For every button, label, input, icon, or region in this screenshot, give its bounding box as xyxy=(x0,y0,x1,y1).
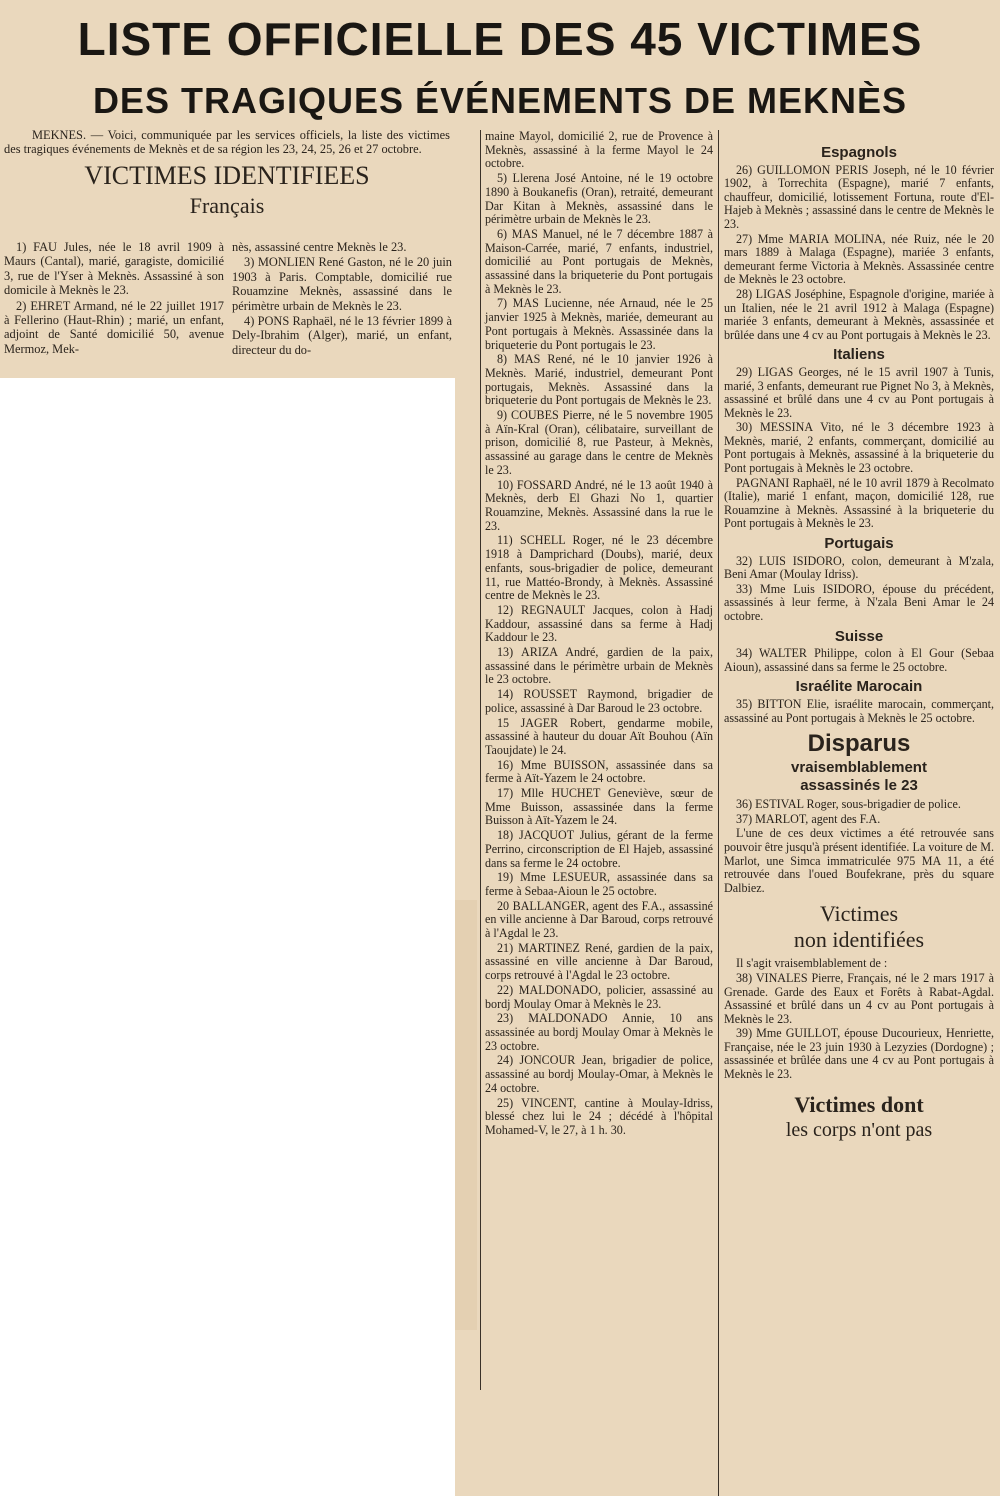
victim-entry: 10) FOSSARD André, né le 13 août 1940 à Meknès, derb El Ghazi No 1, quartier Rouamzine, Meknès. Assassiné dans la rue le 23. xyxy=(485,477,713,533)
clipping-strip xyxy=(455,900,477,1330)
victim-entry: 29) LIGAS Georges, né le 15 avril 1907 à Tunis, marié, 3 enfants, demeurant rue Pignet No 3, à Meknès, assassiné et brûlé dans une 4 cv au Pont portugais à Meknès le 23. xyxy=(724,364,994,420)
victim-entry: 23) MALDONADO Annie, 10 ans assassinée au bordj Moulay Omar à Meknès le 23 octobre. xyxy=(485,1011,713,1053)
victim-entry: 17) Mlle HUCHET Geneviève, sœur de Mme Buisson, assassinée dans la ferme Buisson à Aït-Yazem le 24. xyxy=(485,786,713,828)
victim-entry: 34) WALTER Philippe, colon à El Gour (Sebaa Aioun), assassiné dans sa ferme le 25 octobre. xyxy=(724,646,994,674)
section-portugais: Portugais xyxy=(824,535,894,553)
victim-entry: 28) LIGAS Joséphine, Espagnole d'origine, mariée à un Italien, née le 21 avril 1912 à Malaga (Espagne) mariée 3 enfants, demeurant à Meknès, assassinée et brûlée dans une 4 cv au Pont portugais à Meknès le 23. xyxy=(724,286,994,342)
intro-text: MEKNES. — Voici, communiquée par les services officiels, la liste des victimes des tragiques événements de Meknès et de sa région les 23, 24, 25, 26 et 27 octobre. xyxy=(4,128,450,157)
section-disparus: Disparus xyxy=(807,730,911,758)
victim-entry: 27) Mme MARIA MOLINA, née Ruiz, née le 20 mars 1889 à Malaga (Espagne), mariée 3 enfants, demeurant ferme Victoria à Meknès. Assassinée centre de Meknès le 23 octobre. xyxy=(724,231,994,287)
victim-entry: 3) MONLIEN René Gaston, né le 20 juin 1903 à Paris. Comptable, domicilié rue Rouamzine Meknès, assassiné dans le périmètre urbain de Meknès le 23. xyxy=(232,255,452,313)
section-victimes-dont: Victimes dont xyxy=(794,1091,924,1117)
victim-entry: 36) ESTIVAL Roger, sous-brigadier de police. xyxy=(736,797,961,812)
victim-entry: 26) GUILLOMON PERIS Joseph, né le 10 février 1902, à Torrechita (Espagne), marié 7 enfants, chauffeur, domicilié, lotissement Fortuna, route d'El-Hajeb à Meknès ; assassiné dans le centre de Meknès le 23. xyxy=(724,162,994,231)
section-italiens: Italiens xyxy=(833,346,885,364)
victim-entry: 7) MAS Lucienne, née Arnaud, née le 25 janvier 1925 à Meknès, mariée, demeurant au Pont portugais à Meknès. Assassinée dans la briqueterie du Pont portugais le 23. xyxy=(485,296,713,352)
victim-entry: 22) MALDONADO, policier, assassiné au bordj Moulay Omar à Meknès le 23. xyxy=(485,982,713,1011)
victim-entry: 24) JONCOUR Jean, brigadier de police, assassiné au bordj Moulay-Omar, à Meknès le 24 octobre. xyxy=(485,1053,713,1095)
victim-entry: 38) VINALES Pierre, Français, né le 2 mars 1917 à Grenade. Garde des Eaux et Forêts à Rabat-Agdal. Assassiné et brûlé dans un 4 cv au Pont portugais à Meknès le 23. xyxy=(724,970,994,1026)
victim-entry: 32) LUIS ISIDORO, colon, demeurant à M'zala, Beni Amar (Moulay Idriss). xyxy=(724,553,994,582)
non-ident-intro: Il s'agit vraisemblablement de : xyxy=(736,956,888,971)
victim-entry: PAGNANI Raphaël, né le 10 avril 1879 à Recolmato (Italie), marié 1 enfant, maçon, domicilié 128, rue Rouamzine à Meknès. Assassiné à la briqueterie du Pont portugais à Meknès le 23. xyxy=(724,475,994,531)
victim-entry: 35) BITTON Elie, israélite marocain, commerçant, assassiné au Pont portugais à Meknès le 25 octobre. xyxy=(724,696,994,725)
victim-entry: 21) MARTINEZ René, gardien de la paix, assassiné en ville ancienne à Dar Baroud, corps retrouvé à l'Agdal le 23 octobre. xyxy=(485,940,713,983)
victim-entry: 16) Mme BUISSON, assassinée dans sa ferme à Aït-Yazem le 24 octobre. xyxy=(485,757,713,786)
victim-entry: 11) SCHELL Roger, né le 23 décembre 1918 à Damprichard (Doubs), marié, deux enfants, sous-brigadier de police, demeurant 11, rue Mattéo-Brondy, à Meknès. Assassiné centre de Meknès le 23. xyxy=(485,533,713,603)
left-subcolumn-a xyxy=(4,240,224,357)
victim-entry: 15 JAGER Robert, gendarme mobile, assassiné à hauteur du douar Aït Bouhou (Aïn Taoujdate) le 24. xyxy=(485,715,713,757)
victim-entry: 4) PONS Raphaël, né le 13 février 1899 à Dely-Ibrahim (Alger), marié, un enfant, directeur du do- xyxy=(232,314,452,357)
section-victimes-dont-2: les corps n'ont pas xyxy=(785,1118,933,1141)
victim-entry: 20 BALLANGER, agent des F.A., assassiné en ville ancienne à Dar Baroud, corps retrouvé à l'Agdal le 23. xyxy=(485,898,713,941)
victim-entry: 9) COUBES Pierre, né le 5 novembre 1905 à Aïn-Kral (Oran), célibataire, surveillant de prison, domicilié 8, rue Pasteur, à Meknès, assassiné au garage dans le centre de Meknès le 23. xyxy=(485,408,713,477)
section-espagnols: Espagnols xyxy=(821,144,897,161)
victim-entry: 18) JACQUOT Julius, gérant de la ferme Perrino, circonscription de El Hajeb, assassiné dans sa ferme le 24 octobre. xyxy=(485,828,713,870)
victim-entry: 2) EHRET Armand, né le 22 juillet 1917 à Fellerino (Haut-Rhin) ; marié, un enfant, adjoint de Santé domicilié 50, avenue Mermoz, Mek- xyxy=(4,298,224,356)
victim-entry: 6) MAS Manuel, né le 7 décembre 1887 à Maison-Carrée, marié, 7 enfants, industriel, domicilié au Pont portugais de Meknès, assassiné dans la briqueterie du Pont portugais à Meknès le 23. xyxy=(485,226,713,296)
victim-entry: maine Mayol, domicilié 2, rue de Provence à Meknès, assassiné à la ferme Mayol le 24 octobre. xyxy=(485,129,713,171)
victim-entry: 13) ARIZA André, gardien de la paix, assassiné dans le périmètre urbain de Meknès le 23 octobre. xyxy=(485,645,713,687)
section-suisse: Suisse xyxy=(834,627,884,645)
section-victimes-non-identifiees: Victimes xyxy=(819,901,899,927)
victim-entry: L'une de ces deux victimes a été retrouvée sans pouvoir être jusqu'à présent identifiée. La voiture de M. Marlot, une Simca immatriculée 975 MA 11, a été retrouvée dans l'oued Boufekrane, près du square Dalbiez. xyxy=(724,826,994,895)
victim-entry: 37) MARLOT, agent des F.A. xyxy=(736,811,881,826)
right-column xyxy=(724,146,994,1142)
victim-entry: 33) Mme Luis ISIDORO, épouse du précédent, assassinés à leur ferme, à N'zala Beni Amar le 24 octobre. xyxy=(724,581,994,623)
victim-entry: 12) REGNAULT Jacques, colon à Hadj Kaddour, assassiné dans sa ferme à Hadj Kaddour le 23. xyxy=(485,602,713,645)
left-column xyxy=(4,128,450,225)
disparus-subtitle: vraisemblablement xyxy=(791,759,927,777)
section-victimes-non-identifiees-2: non identifiées xyxy=(793,927,925,953)
victim-entry: 19) Mme LESUEUR, assassinée dans sa ferme à Sebaa-Aioun le 25 octobre. xyxy=(485,870,713,898)
victim-entry: 25) VINCENT, cantine à Moulay-Idriss, blessé chez lui le 24 ; décédé à l'hôpital Mohamed-V, le 27, à 1 h. 30. xyxy=(485,1095,713,1137)
column-rule xyxy=(718,130,719,1496)
middle-column xyxy=(485,130,713,1139)
victim-entry: nès, assassiné centre Meknès le 23. xyxy=(232,240,407,254)
victim-entry: 39) Mme GUILLOT, épouse Ducourieux, Henriette, Française, née le 23 juin 1930 à Lezyzies (Dordogne) ; assassinée et brûlée dans une 4 cv au Pont portugais à Meknès le 23. xyxy=(724,1026,994,1082)
victim-entry: 5) Llerena José Antoine, né le 19 octobre 1890 à Boukanefis (Oran), retraité, demeurant Dar Kitan à Meknès, assassiné dans le périmètre urbain de Meknès le 23. xyxy=(485,171,713,227)
section-israelite-marocain: Israélite Marocain xyxy=(795,678,923,696)
victim-entry: 1) FAU Jules, née le 18 avril 1909 à Maurs (Cantal), marié, garagiste, domicilié 3, rue de l'Yser à Meknès. Assassiné à son domicile à Meknès le 23. xyxy=(4,240,224,298)
disparus-subtitle: assassinés le 23 xyxy=(800,777,918,795)
victim-entry: 30) MESSINA Vito, né le 3 décembre 1923 à Meknès, marié, 2 enfants, commerçant, domicilié au Pont portugais à Meknès, assassiné à la briqueterie du Pont portugais à Meknès le 23 octobre. xyxy=(724,420,994,476)
headline-line1: LISTE OFFICIELLE DES 45 VICTIMES xyxy=(77,13,923,65)
section-francais: Français xyxy=(189,192,265,218)
victim-entry: 14) ROUSSET Raymond, brigadier de police, assassiné à Dar Baroud le 23 octobre. xyxy=(485,687,713,715)
victim-entry: 8) MAS René, né le 10 janvier 1926 à Meknès. Marié, industriel, demeurant Pont portugais, Meknès. Assassiné dans la briqueterie du Pont portugais de Meknès le 23. xyxy=(485,352,713,408)
column-rule xyxy=(480,130,481,1390)
headline-line2: DES TRAGIQUES ÉVÉNEMENTS DE MEKNÈS xyxy=(92,80,908,121)
section-victimes-identifiees: VICTIMES IDENTIFIEES xyxy=(84,160,370,190)
left-subcolumn-b xyxy=(232,240,452,358)
